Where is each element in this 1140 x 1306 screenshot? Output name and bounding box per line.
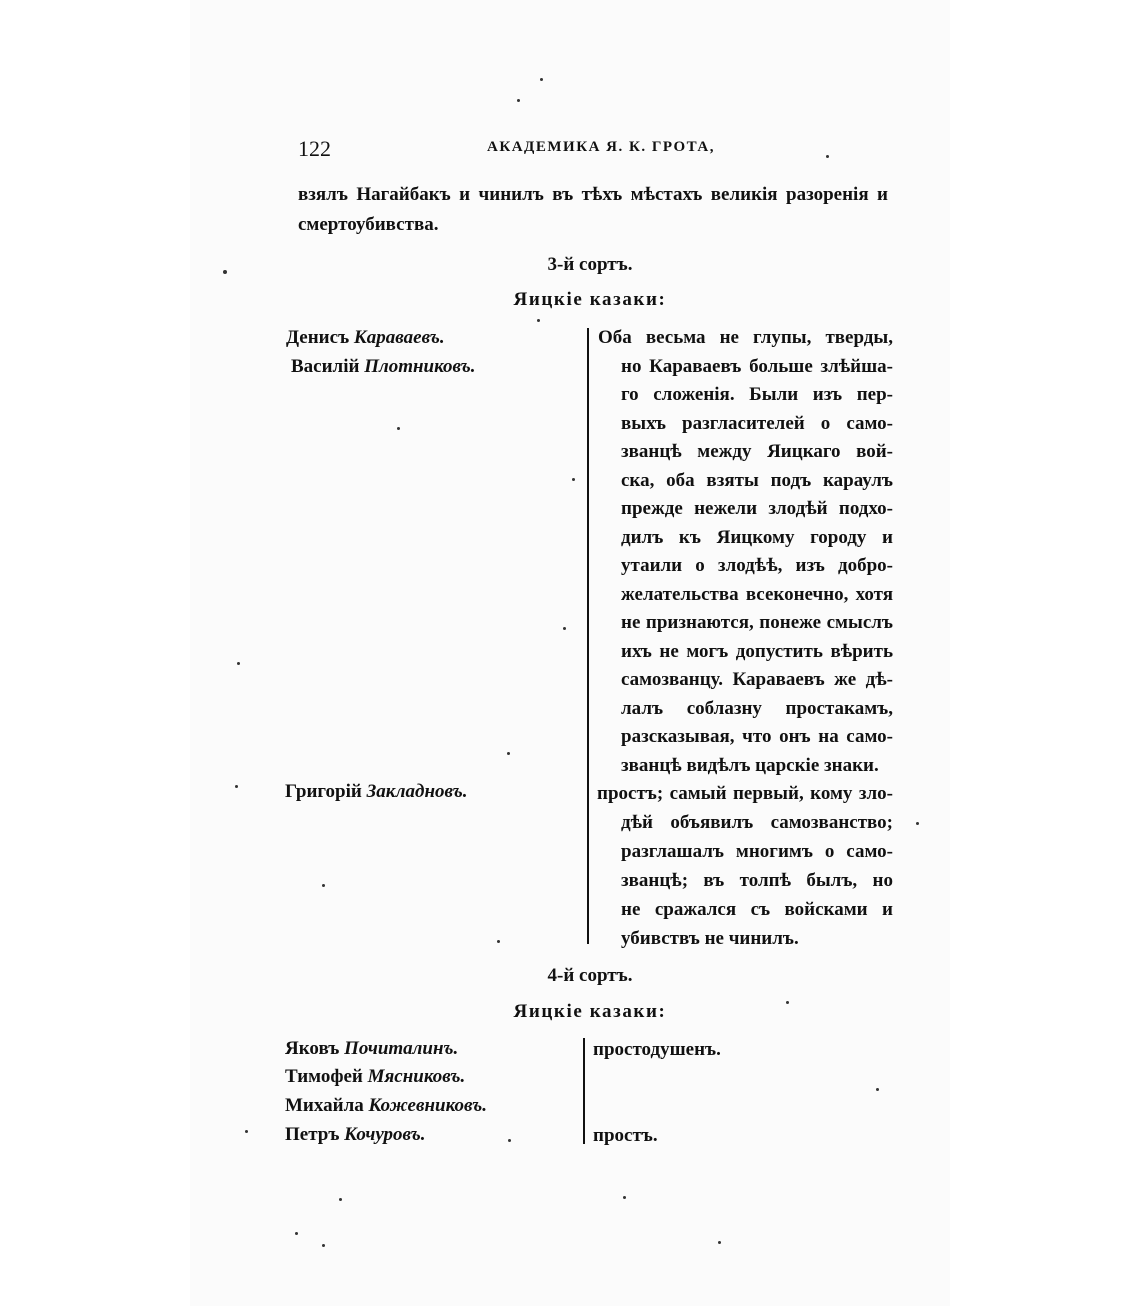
desc1-line: утаили о злодѣѣ, изъ добро- <box>621 555 893 576</box>
section4-name-3: Михайла Кожевниковъ. <box>285 1095 487 1116</box>
desc1-line: ихъ не могъ допустить вѣрить <box>621 640 893 662</box>
scan-speck <box>322 1244 325 1247</box>
section4-name-2: Тимофей Мясниковъ. <box>285 1066 466 1087</box>
desc1-line: прежде нежели злодѣй подхо- <box>621 498 893 519</box>
desc1-line: дилъ къ Яицкому городу и <box>621 526 893 548</box>
desc2-line: убивствъ не чинилъ. <box>621 928 799 949</box>
desc2-line: разглашалъ многимъ о само- <box>621 841 893 862</box>
intro-line-1: взялъ Нагайбакъ и чинилъ въ тѣхъ мѣстахъ великія разоренія и <box>298 184 888 205</box>
scan-speck <box>223 270 227 274</box>
scan-speck <box>508 1139 511 1142</box>
desc2-line: простъ; самый первый, кому зло- <box>597 783 893 804</box>
section4-name-1: Яковъ Почиталинъ. <box>285 1038 459 1059</box>
intro-line-2: смертоубивства. <box>298 214 439 235</box>
section3-heading: 3-й сортъ. <box>547 254 633 275</box>
scan-speck <box>322 884 325 887</box>
scan-speck <box>507 752 510 755</box>
desc1-line: не признаются, понеже смыслъ <box>621 612 893 633</box>
scan-speck <box>517 99 520 102</box>
scan-speck <box>876 1088 879 1091</box>
scan-speck <box>537 319 540 322</box>
scan-speck <box>563 627 566 630</box>
scan-speck <box>497 940 500 943</box>
scan-speck <box>786 1001 789 1004</box>
scan-speck <box>826 155 829 158</box>
scan-speck <box>237 662 240 665</box>
scan-speck <box>623 1196 626 1199</box>
desc1-line: Оба весьма не глупы, тверды, <box>598 327 893 348</box>
section4-heading: 4-й сортъ. <box>547 965 633 986</box>
page-number: 122 <box>298 136 331 161</box>
desc1-line: желательства всеконечно, хотя <box>621 583 893 605</box>
desc1-line: ска, оба взяты подъ караулъ <box>621 469 893 491</box>
scan-speck <box>339 1198 342 1201</box>
desc2-line: званцѣ; въ толпѣ былъ, но <box>621 870 893 891</box>
scan-speck <box>540 78 543 81</box>
desc1-line: лалъ соблазну простакамъ, <box>621 697 893 719</box>
desc1-line: званцѣ видѣлъ царскіе знаки. <box>621 754 879 776</box>
section3-brace-line <box>587 328 589 944</box>
desc1-line: но Караваевъ больше злѣйша- <box>621 355 893 377</box>
section3-name-3: Григорій Закладновъ. <box>285 781 468 802</box>
scan-speck <box>245 1130 248 1133</box>
desc1-line: самозванцу. Караваевъ же дѣ- <box>621 669 893 690</box>
section4-desc-last: простъ. <box>593 1125 658 1146</box>
desc2-line: дѣй объявилъ самозванство; <box>621 812 893 833</box>
section4-name-4: Петръ Кочуровъ. <box>285 1124 426 1145</box>
section3-subheading: Яицкіе казаки: <box>513 289 667 310</box>
desc1-line: выхъ разгласителей о само- <box>621 412 893 434</box>
scan-speck <box>397 427 400 430</box>
desc1-line: го сложенія. Были изъ пер- <box>621 384 893 405</box>
running-head: АКАДЕМИКА Я. К. ГРОТА, <box>487 139 715 155</box>
scan-speck <box>718 1241 721 1244</box>
section4-subheading: Яицкіе казаки: <box>513 1001 667 1022</box>
section4-desc-first: простодушенъ. <box>593 1039 721 1060</box>
desc2-line: не сражался съ войсками и <box>621 899 893 920</box>
scan-speck <box>572 478 575 481</box>
section4-brace-line <box>583 1038 585 1144</box>
section3-name-2: Василій Плотниковъ. <box>291 356 476 377</box>
scan-speck <box>916 822 919 825</box>
section3-name-1: Денисъ Караваевъ. <box>286 327 445 348</box>
desc1-line: разсказывая, что онъ на само- <box>621 726 893 747</box>
scan-speck <box>295 1232 298 1235</box>
desc1-line: званцѣ между Яицкаго вой- <box>621 441 893 462</box>
scan-speck <box>235 785 238 788</box>
